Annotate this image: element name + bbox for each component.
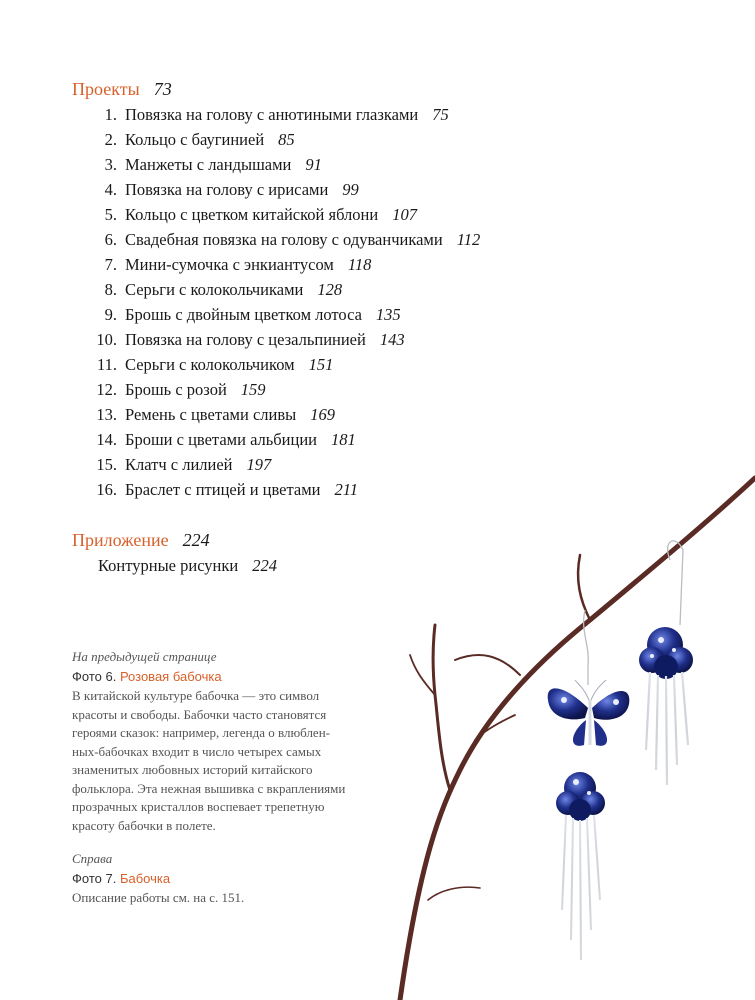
item-page: 197 [246,455,272,474]
item-title: Серьги с колокольчиками [125,280,304,299]
caption-photo-line [72,668,372,687]
item-title: Свадебная повязка на голову с одуванчиками [125,230,443,249]
toc-projects [72,77,480,502]
item-page: 151 [308,355,334,374]
item-title: Манжеты с ландышами [125,155,292,174]
caption-line: знаменитых любовных историй китайского [72,762,313,777]
toc-item[interactable] [72,377,480,402]
item-page: 91 [305,155,322,174]
item-page: 181 [331,430,356,449]
item-title: Броши с цветами альбиции [125,430,318,449]
caption-photo-line [72,870,372,889]
butterfly-earrings-photo [380,460,755,1000]
caption-kicker: Справа [72,851,113,866]
section-heading-appendix [72,528,277,553]
toc-appendix [72,528,277,578]
item-number: 1. [104,105,117,124]
item-number: 12. [96,380,117,399]
toc-item[interactable] [72,102,480,127]
butterfly-earring [548,680,630,746]
caption-previous-page [72,648,372,835]
toc-item[interactable] [72,352,480,377]
item-page: 135 [375,305,401,324]
item-page: 75 [432,105,449,124]
item-number: 7. [104,255,117,274]
toc-item[interactable] [72,327,480,352]
item-title: Серьги с колокольчиком [125,355,295,374]
caption-line: ных-бабочках входит в число четырех самых [72,743,322,759]
photo-name: Бабочка [119,870,171,886]
caption-kicker: На предыдущей странице [72,649,217,664]
item-title: Контурные рисунки [98,556,239,575]
item-title: Брошь с двойным цветком лотоса [125,305,362,324]
item-page: 128 [317,280,343,299]
item-page: 143 [379,330,405,349]
toc-item[interactable] [72,277,480,302]
item-number: 15. [96,455,117,474]
item-title: Кольцо с цветком китайской яблони [125,205,379,224]
caption-line: прозрачных кристаллов воспевает трепетную [72,799,325,814]
toc-item[interactable] [72,152,480,177]
toc-item[interactable] [72,427,480,452]
item-title: Клатч с лилией [125,455,233,474]
item-page: 159 [240,380,266,399]
item-page: 169 [310,405,335,424]
item-number: 10. [96,330,117,349]
item-number: 3. [104,155,117,174]
toc-item[interactable] [72,302,480,327]
item-number: 2. [104,130,117,149]
toc-item[interactable] [72,252,480,277]
item-number: 5. [104,205,117,224]
item-title: Браслет с птицей и цветами [125,480,321,499]
section-page: 73 [153,79,172,99]
item-number: 13. [96,405,117,424]
toc-item[interactable] [72,227,480,252]
item-number: 8. [104,280,117,299]
item-title: Повязка на голову с цезальпинией [125,330,366,349]
item-number: 16. [96,480,117,499]
item-page: 112 [456,230,481,249]
toc-item[interactable] [72,402,480,427]
caption-line: красоту бабочки в полете. [72,817,216,833]
caption-line: красоты и свободы. Бабочки часто становятся [72,706,327,722]
item-page: 107 [392,205,417,224]
toc-item[interactable] [72,127,480,152]
caption-description [72,889,372,908]
item-number: 14. [96,430,117,449]
item-title: Брошь с розой [125,380,227,399]
bell-flower-earring [556,772,605,960]
item-page: 211 [334,480,359,499]
item-number: 4. [104,180,117,199]
toc-item[interactable] [72,202,480,227]
item-title: Повязка на голову с анютиными глазками [125,105,419,124]
bell-flower-earring [639,627,693,785]
item-title: Мини-сумочка с энкиантусом [125,255,334,274]
section-title: Проекты [72,79,140,99]
item-title: Повязка на голову с ирисами [125,180,329,199]
item-title: Ремень с цветами сливы [125,405,297,424]
caption-line: Описание работы см. на с. 151. [72,890,245,905]
section-title: Приложение [72,530,169,550]
toc-item[interactable] [72,553,277,578]
item-number: 6. [104,230,117,249]
section-heading-projects [72,77,480,102]
caption-line: героями сказок: например, легенда о влюблен- [72,725,330,740]
toc-list-projects [72,102,480,502]
caption-description [72,687,372,835]
item-page: 224 [252,556,277,575]
caption-right [72,850,372,908]
item-page: 85 [278,130,295,149]
item-title: Кольцо с баугинией [125,130,265,149]
section-page: 224 [182,530,210,550]
photo-label: Фото 7. [72,870,117,886]
item-page: 99 [342,180,359,199]
item-page: 118 [347,255,372,274]
caption-line: В китайской культуре бабочка — это символ [72,688,320,703]
caption-line: фольклора. Эта нежная вышивка с вкраплениями [72,780,346,796]
photo-label: Фото 6. [72,668,117,684]
photo-name: Розовая бабочка [119,668,222,684]
item-number: 11. [96,355,117,374]
toc-item[interactable] [72,177,480,202]
item-number: 9. [104,305,117,324]
